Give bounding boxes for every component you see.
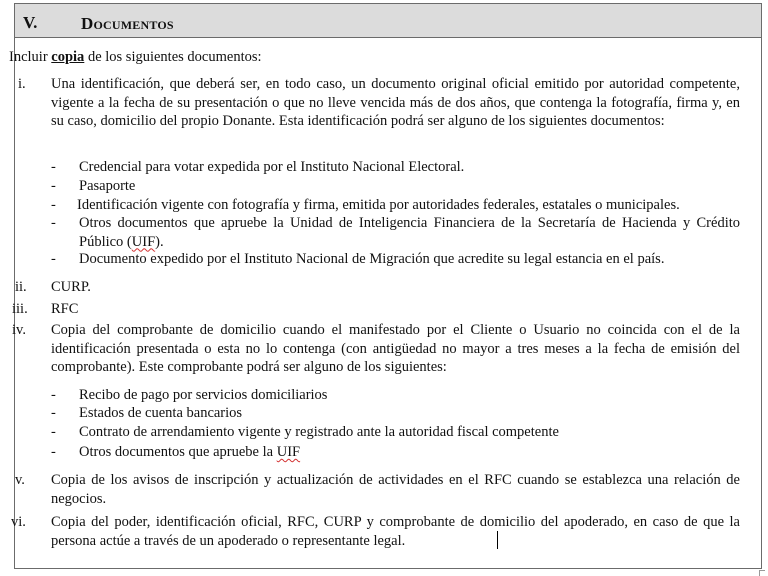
- sub-item-text: [79, 214, 740, 251]
- roman-numeral: ii.: [15, 279, 27, 295]
- sub-item-text: Pasaporte: [79, 178, 136, 194]
- item-text: Una identificación, que deberá ser, en todo caso, un documento original oficial emitido por autoridad competente, vigente a la fecha de su presentación o que no lleve vencida más de dos años, que contenga la fotografía, firma y, en su caso, domicilio del propio Donante. Esta identificación podrá ser alguno de los siguientes documentos:: [51, 76, 740, 129]
- roman-numeral: vi.: [11, 514, 26, 530]
- sub-item-text: Contrato de arrendamiento vigente y registrado ante la autoridad fiscal competente: [79, 424, 559, 440]
- dash-bullet: -: [51, 178, 56, 194]
- dash-bullet: -: [51, 444, 56, 460]
- section-number: V.: [23, 13, 38, 32]
- roman-numeral: v.: [15, 472, 25, 488]
- dash-bullet: -: [51, 251, 56, 267]
- dash-bullet: -: [51, 387, 56, 403]
- sub-item-text-before: Otros documentos que apruebe la: [79, 444, 277, 460]
- spellcheck-flagged-word[interactable]: UIF: [276, 444, 301, 460]
- intro-paragraph[interactable]: [9, 48, 262, 67]
- sub-item-text: [79, 443, 740, 462]
- item-text: RFC: [51, 301, 79, 317]
- dash-bullet: -: [51, 405, 56, 421]
- sub-item-text: Recibo de pago por servicios domiciliarios: [79, 387, 328, 403]
- intro-text-after: de los siguientes documentos:: [84, 49, 262, 65]
- intro-emphasis: copia: [51, 49, 85, 65]
- spellcheck-flagged-word[interactable]: UIF: [131, 233, 156, 250]
- dash-bullet: -: [51, 159, 56, 175]
- sub-item-text-after: ).: [155, 233, 164, 250]
- item-text: Copia del poder, identificación oficial, RFC, CURP y comprobante de domicilio del apoderado, en caso de que la persona actúe a través de un apoderado o representante legal.: [51, 514, 740, 549]
- sub-item-text: Credencial para votar expedida por el Instituto Nacional Electoral.: [79, 159, 465, 175]
- sub-item-text: Identificación vigente con fotografía y firma, emitida por autoridades federales, estatales o municipales.: [77, 197, 680, 213]
- sub-item-text-before: Otros documentos que apruebe la Unidad de Inteligencia Financiera de la Secretaría de Hacienda y Crédito Público (: [79, 215, 740, 250]
- sub-item-text: Estados de cuenta bancarios: [79, 405, 243, 421]
- roman-numeral: i.: [18, 76, 26, 92]
- section-header: [15, 4, 761, 38]
- intro-text-before: Incluir: [9, 49, 52, 65]
- dash-bullet: -: [51, 197, 56, 213]
- dash-bullet: -: [51, 424, 56, 440]
- item-text: Copia del comprobante de domicilio cuando el manifestado por el Cliente o Usuario no coincida con el de la identificación presentada o esta no lo contenga (con antigüedad no mayor a tres meses a la fecha de emisión del comprobante). Este comprobante podrá ser alguno de los siguientes:: [51, 322, 740, 375]
- text-cursor: [497, 531, 498, 549]
- item-text: CURP.: [51, 279, 91, 295]
- page-corner-mark: [759, 570, 765, 576]
- roman-numeral: iii.: [12, 301, 28, 317]
- dash-bullet: -: [51, 215, 56, 231]
- sub-item-text: Documento expedido por el Instituto Nacional de Migración que acredite su legal estancia en el país.: [79, 251, 665, 267]
- section-title: Documentos: [81, 14, 174, 33]
- item-text: Copia de los avisos de inscripción y actualización de actividades en el RFC cuando se establezca una relación de negocios.: [51, 472, 740, 507]
- roman-numeral: iv.: [12, 322, 26, 338]
